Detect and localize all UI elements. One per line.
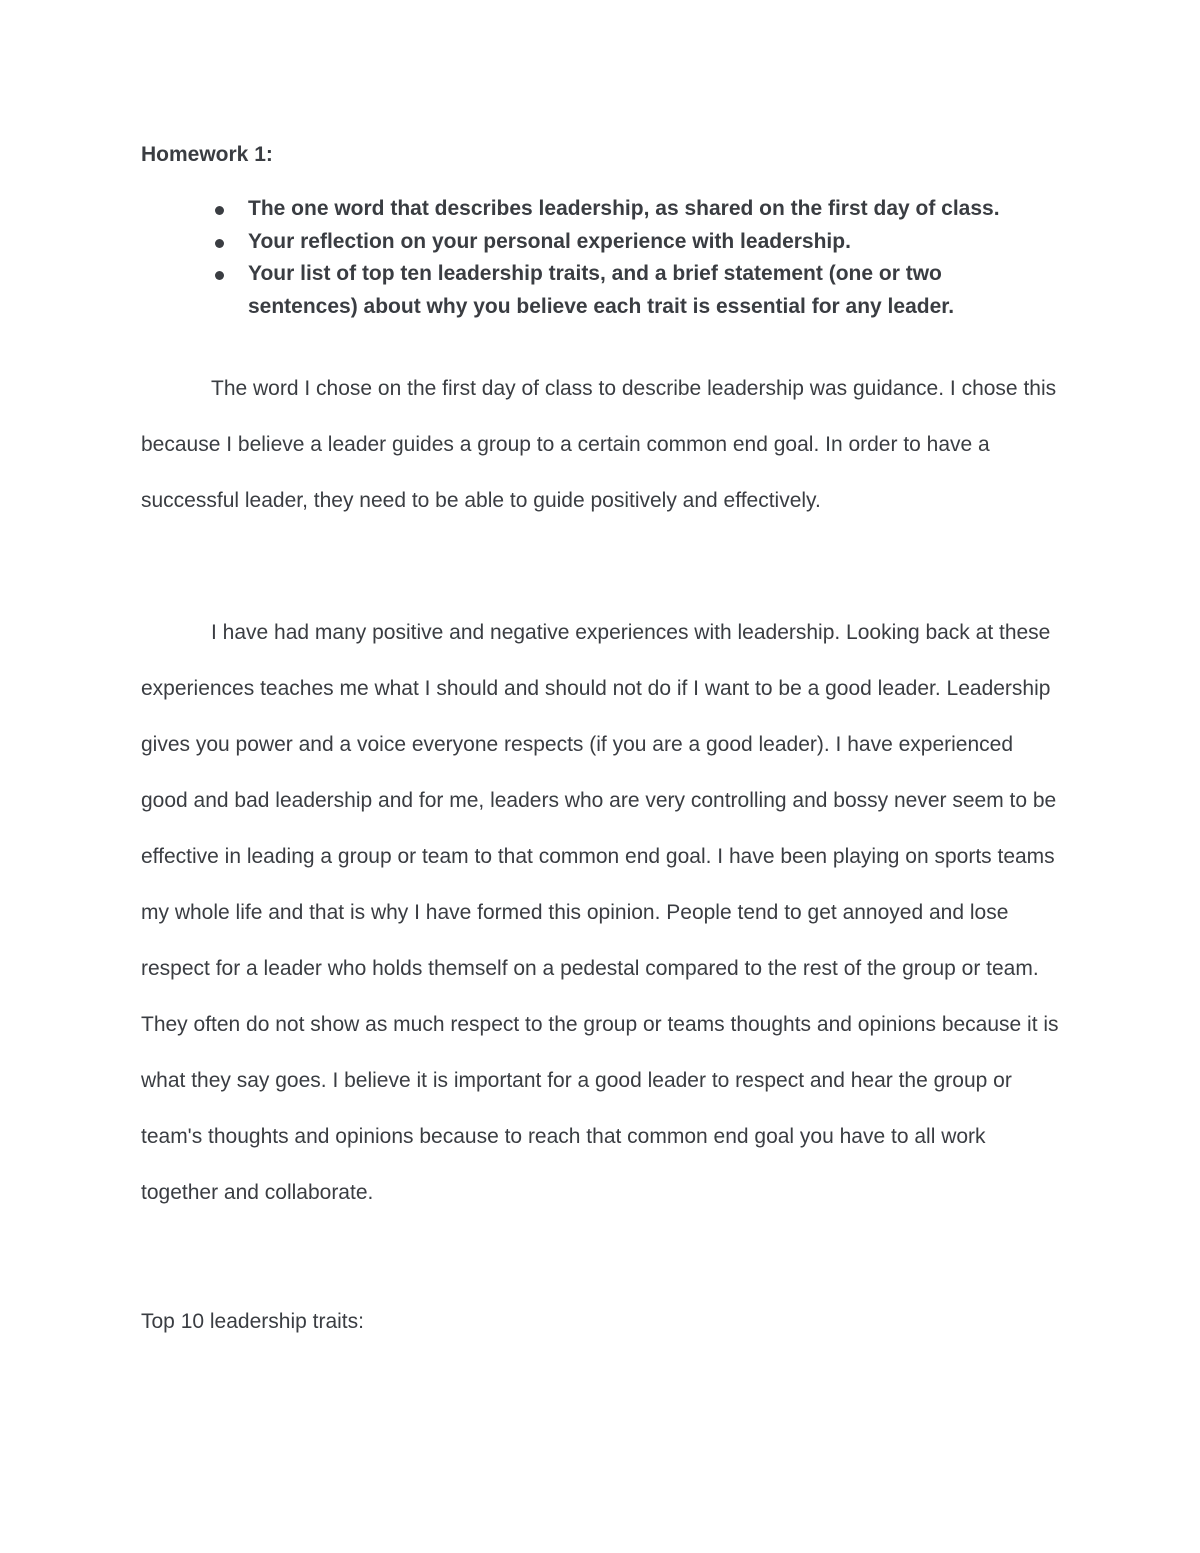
document-heading: Homework 1:	[141, 143, 273, 166]
bullet-item	[0, 226, 1048, 259]
bullet-dot-icon	[215, 239, 224, 248]
bullet-text: Your reflection on your personal experience with leadership.	[248, 229, 851, 253]
bullet-text: The one word that describes leadership, as shared on the first day of class.	[248, 197, 1000, 220]
body-paragraph: The word I chose on the first day of class to describe leadership was guidance. I chose this because I believe a leader guides a group to a certain common end goal. In order to have a successful leader, they need to be able to guide positively and effectively.	[141, 377, 1057, 512]
bullet-item	[0, 258, 1048, 323]
bullet-item	[0, 193, 1048, 226]
bullet-text: Your list of top ten leadership traits, and a brief statement (one or two sentences) about why you believe each trait is essential for any leader.	[248, 262, 955, 318]
bullet-dot-icon	[215, 271, 224, 280]
traits-heading: Top 10 leadership traits:	[141, 1310, 364, 1333]
bullet-dot-icon	[215, 206, 224, 215]
assignment-bullet-list	[0, 193, 1048, 323]
body-paragraph: I have had many positive and negative experiences with leadership. Looking back at these experiences teaches me what I should and should not do if I want to be a good leader. Leadership gives you power and a voice everyone respects (if you are a good leader). I have experienced good and bad leadership and for me, leaders who are very controlling and bossy never seem to be effective in leading a group or team to that common end goal. I have been playing on sports teams my whole life and that is why I have formed this opinion. People tend to get annoyed and lose respect for a leader who holds themself on a pedestal compared to the rest of the group or team. They often do not show as much respect to the group or teams thoughts and opinions because it is what they say goes. I believe it is important for a good leader to respect and hear the group or team's thoughts and opinions because to reach that common end goal you have to all work together and collaborate.	[141, 621, 1059, 1204]
